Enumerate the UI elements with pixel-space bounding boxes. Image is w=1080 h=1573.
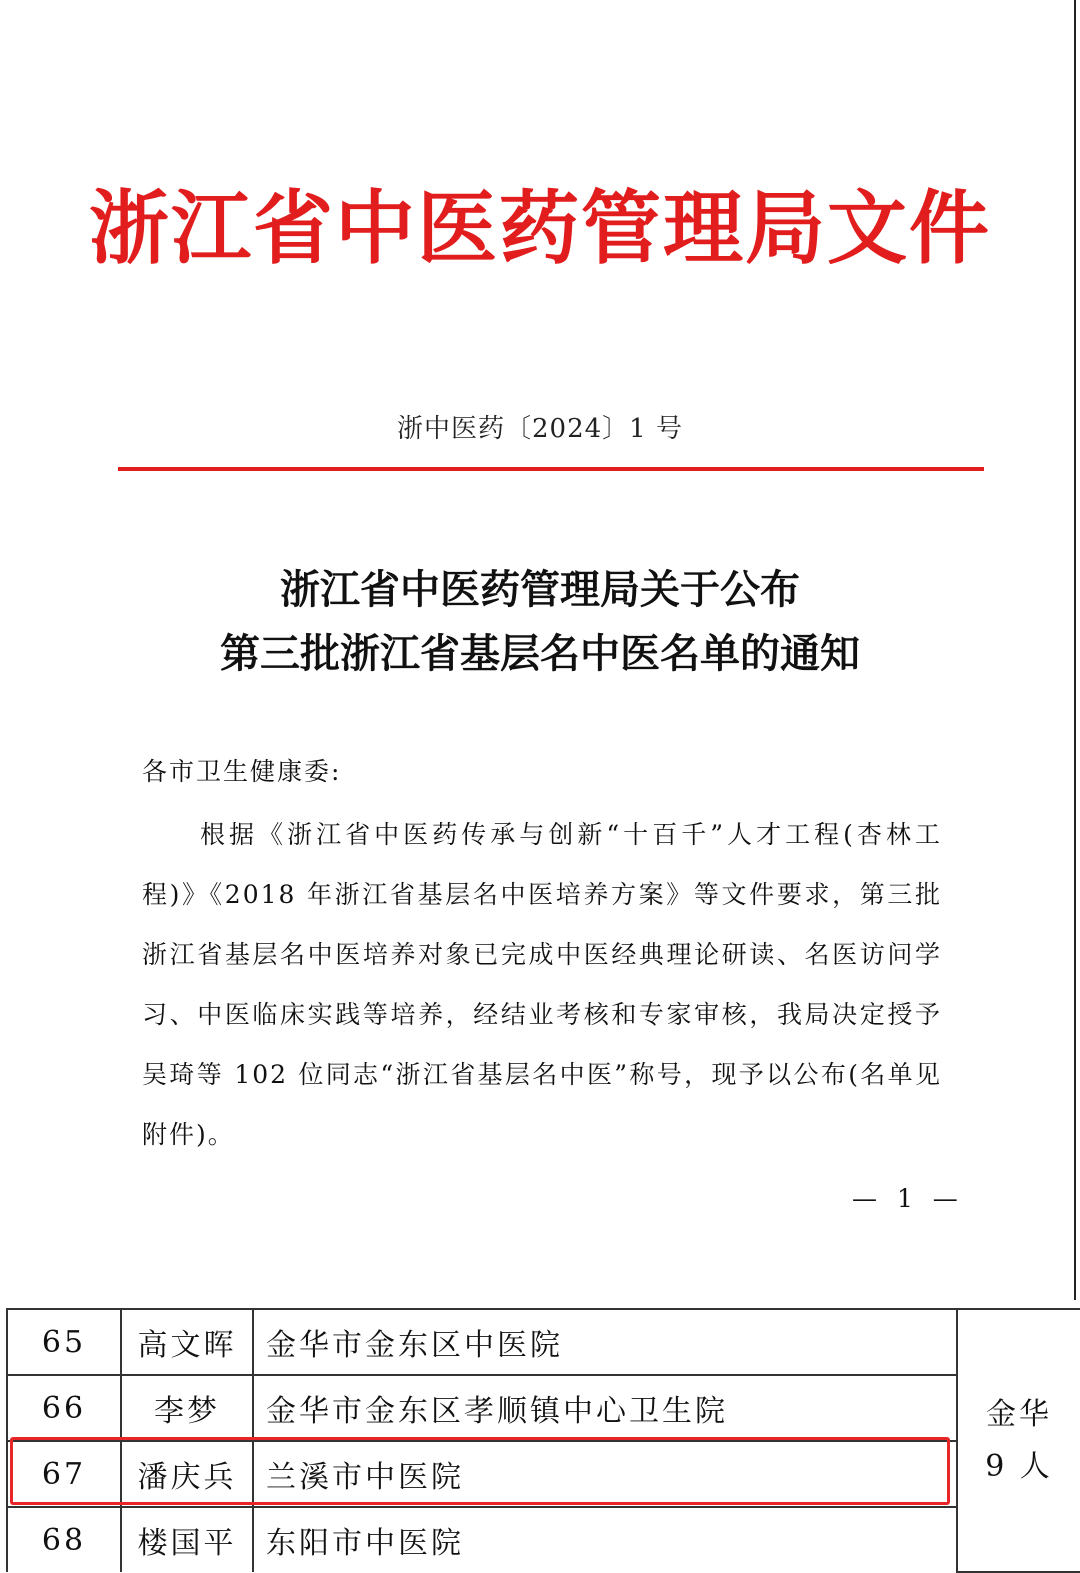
title-line-2: 第三批浙江省基层名中医名单的通知 <box>220 630 860 677</box>
work-unit: 金华市金东区中医院 <box>253 1309 957 1375</box>
document-header: 浙江省中医药管理局文件 <box>89 181 991 275</box>
page-edge <box>1074 0 1076 1300</box>
person-name: 李梦 <box>121 1375 253 1441</box>
person-name: 高文晖 <box>121 1309 253 1375</box>
table-row <box>7 1375 1080 1441</box>
person-name: 潘庆兵 <box>121 1441 253 1507</box>
salutation: 各市卫生健康委: <box>142 757 342 786</box>
page-number: — 1 — <box>852 1184 964 1213</box>
table-row-highlighted <box>7 1441 1080 1507</box>
roster-table <box>6 1308 1080 1573</box>
red-divider <box>118 467 984 471</box>
row-number: 68 <box>7 1507 121 1572</box>
title-line-1: 浙江省中医药管理局关于公布 <box>280 566 800 613</box>
table-row <box>7 1309 1080 1375</box>
region-count: 9 人 <box>985 1448 1053 1484</box>
row-number: 66 <box>7 1375 121 1441</box>
table-row <box>7 1507 1080 1572</box>
document-title <box>0 558 1080 686</box>
work-unit: 东阳市中医院 <box>253 1507 957 1572</box>
body-paragraph: 根据《浙江省中医药传承与创新“十百千”人才工程(杏林工程)》《2018 年浙江省基层名中医培养方案》等文件要求，第三批浙江省基层名中医培养对象已完成中医经典理论研读、名医访问学习、中医临床实践等培养，经结业考核和专家审核，我局决定授予吴琦等 102 位同志“浙江省基层名中医”称号，现予以公布(名单见附件)。 <box>142 820 942 1149</box>
person-name: 楼国平 <box>121 1507 253 1572</box>
region-name: 金华 <box>986 1396 1052 1432</box>
region-cell <box>957 1309 1080 1572</box>
row-number: 65 <box>7 1309 121 1375</box>
document-number: 浙中医药〔2024〕1 号 <box>397 414 683 444</box>
section-gap <box>0 1300 1080 1308</box>
work-unit: 兰溪市中医院 <box>253 1441 957 1507</box>
row-number: 67 <box>7 1441 121 1507</box>
work-unit: 金华市金东区孝顺镇中心卫生院 <box>253 1375 957 1441</box>
